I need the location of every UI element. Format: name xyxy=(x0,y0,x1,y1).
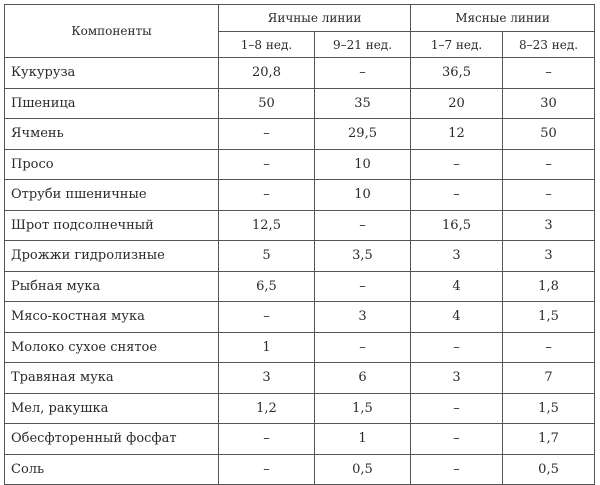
subheader-period: 8–23 нед. xyxy=(503,32,595,58)
row-label: Соль xyxy=(5,454,219,485)
header-row-groups xyxy=(5,5,595,32)
row-label: Мел, ракушка xyxy=(5,393,219,424)
header-components: Компоненты xyxy=(5,5,219,58)
cell-value: 3 xyxy=(219,363,315,394)
cell-value: 12,5 xyxy=(219,210,315,241)
row-label: Травяная мука xyxy=(5,363,219,394)
cell-value: – xyxy=(411,454,503,485)
table-row xyxy=(5,88,595,119)
cell-value: – xyxy=(315,332,411,363)
table-row xyxy=(5,332,595,363)
cell-value: – xyxy=(411,149,503,180)
table-row xyxy=(5,454,595,485)
cell-value: – xyxy=(219,454,315,485)
row-label: Шрот подсолнечный xyxy=(5,210,219,241)
cell-value: 10 xyxy=(315,180,411,211)
cell-value: – xyxy=(411,393,503,424)
cell-value: 6,5 xyxy=(219,271,315,302)
cell-value: 10 xyxy=(315,149,411,180)
cell-value: – xyxy=(411,180,503,211)
cell-value: – xyxy=(315,271,411,302)
table-row xyxy=(5,363,595,394)
cell-value: 50 xyxy=(503,119,595,150)
row-label: Кукуруза xyxy=(5,58,219,89)
cell-value: 4 xyxy=(411,271,503,302)
cell-value: 20 xyxy=(411,88,503,119)
subheader-period: 1–7 нед. xyxy=(411,32,503,58)
cell-value: 1 xyxy=(219,332,315,363)
row-label: Молоко сухое снятое xyxy=(5,332,219,363)
table-row xyxy=(5,393,595,424)
cell-value: 1,2 xyxy=(219,393,315,424)
cell-value: 35 xyxy=(315,88,411,119)
cell-value: 1,5 xyxy=(315,393,411,424)
cell-value: – xyxy=(315,58,411,89)
cell-value: 3 xyxy=(411,241,503,272)
cell-value: – xyxy=(219,424,315,455)
row-label: Обесфторенный фосфат xyxy=(5,424,219,455)
cell-value: – xyxy=(503,180,595,211)
cell-value: – xyxy=(219,119,315,150)
cell-value: 12 xyxy=(411,119,503,150)
feed-composition-table xyxy=(4,4,595,485)
row-label: Мясо-костная мука xyxy=(5,302,219,333)
cell-value: – xyxy=(503,332,595,363)
table-row xyxy=(5,119,595,150)
cell-value: 30 xyxy=(503,88,595,119)
table-row xyxy=(5,58,595,89)
subheader-period: 9–21 нед. xyxy=(315,32,411,58)
cell-value: 3 xyxy=(411,363,503,394)
table-row xyxy=(5,210,595,241)
table-row xyxy=(5,424,595,455)
cell-value: 7 xyxy=(503,363,595,394)
cell-value: 3 xyxy=(315,302,411,333)
cell-value: 1,7 xyxy=(503,424,595,455)
header-group-egg: Яичные линии xyxy=(219,5,411,32)
row-label: Дрожжи гидролизные xyxy=(5,241,219,272)
cell-value: 3 xyxy=(503,241,595,272)
cell-value: – xyxy=(503,58,595,89)
cell-value: 3,5 xyxy=(315,241,411,272)
cell-value: – xyxy=(411,332,503,363)
table-row xyxy=(5,241,595,272)
subheader-period: 1–8 нед. xyxy=(219,32,315,58)
cell-value: – xyxy=(411,424,503,455)
cell-value: – xyxy=(315,210,411,241)
table-row xyxy=(5,302,595,333)
cell-value: 4 xyxy=(411,302,503,333)
table-row xyxy=(5,271,595,302)
cell-value: 5 xyxy=(219,241,315,272)
cell-value: 1,8 xyxy=(503,271,595,302)
cell-value: 0,5 xyxy=(315,454,411,485)
cell-value: 1,5 xyxy=(503,302,595,333)
row-label: Рыбная мука xyxy=(5,271,219,302)
cell-value: 1,5 xyxy=(503,393,595,424)
row-label: Отруби пшеничные xyxy=(5,180,219,211)
cell-value: – xyxy=(219,180,315,211)
cell-value: – xyxy=(219,149,315,180)
row-label: Просо xyxy=(5,149,219,180)
cell-value: 36,5 xyxy=(411,58,503,89)
cell-value: – xyxy=(219,302,315,333)
header-group-meat: Мясные линии xyxy=(411,5,595,32)
cell-value: 3 xyxy=(503,210,595,241)
cell-value: 0,5 xyxy=(503,454,595,485)
table-row xyxy=(5,180,595,211)
cell-value: 6 xyxy=(315,363,411,394)
table-row xyxy=(5,149,595,180)
cell-value: – xyxy=(503,149,595,180)
row-label: Пшеница xyxy=(5,88,219,119)
cell-value: 20,8 xyxy=(219,58,315,89)
cell-value: 16,5 xyxy=(411,210,503,241)
cell-value: 29,5 xyxy=(315,119,411,150)
cell-value: 50 xyxy=(219,88,315,119)
row-label: Ячмень xyxy=(5,119,219,150)
cell-value: 1 xyxy=(315,424,411,455)
